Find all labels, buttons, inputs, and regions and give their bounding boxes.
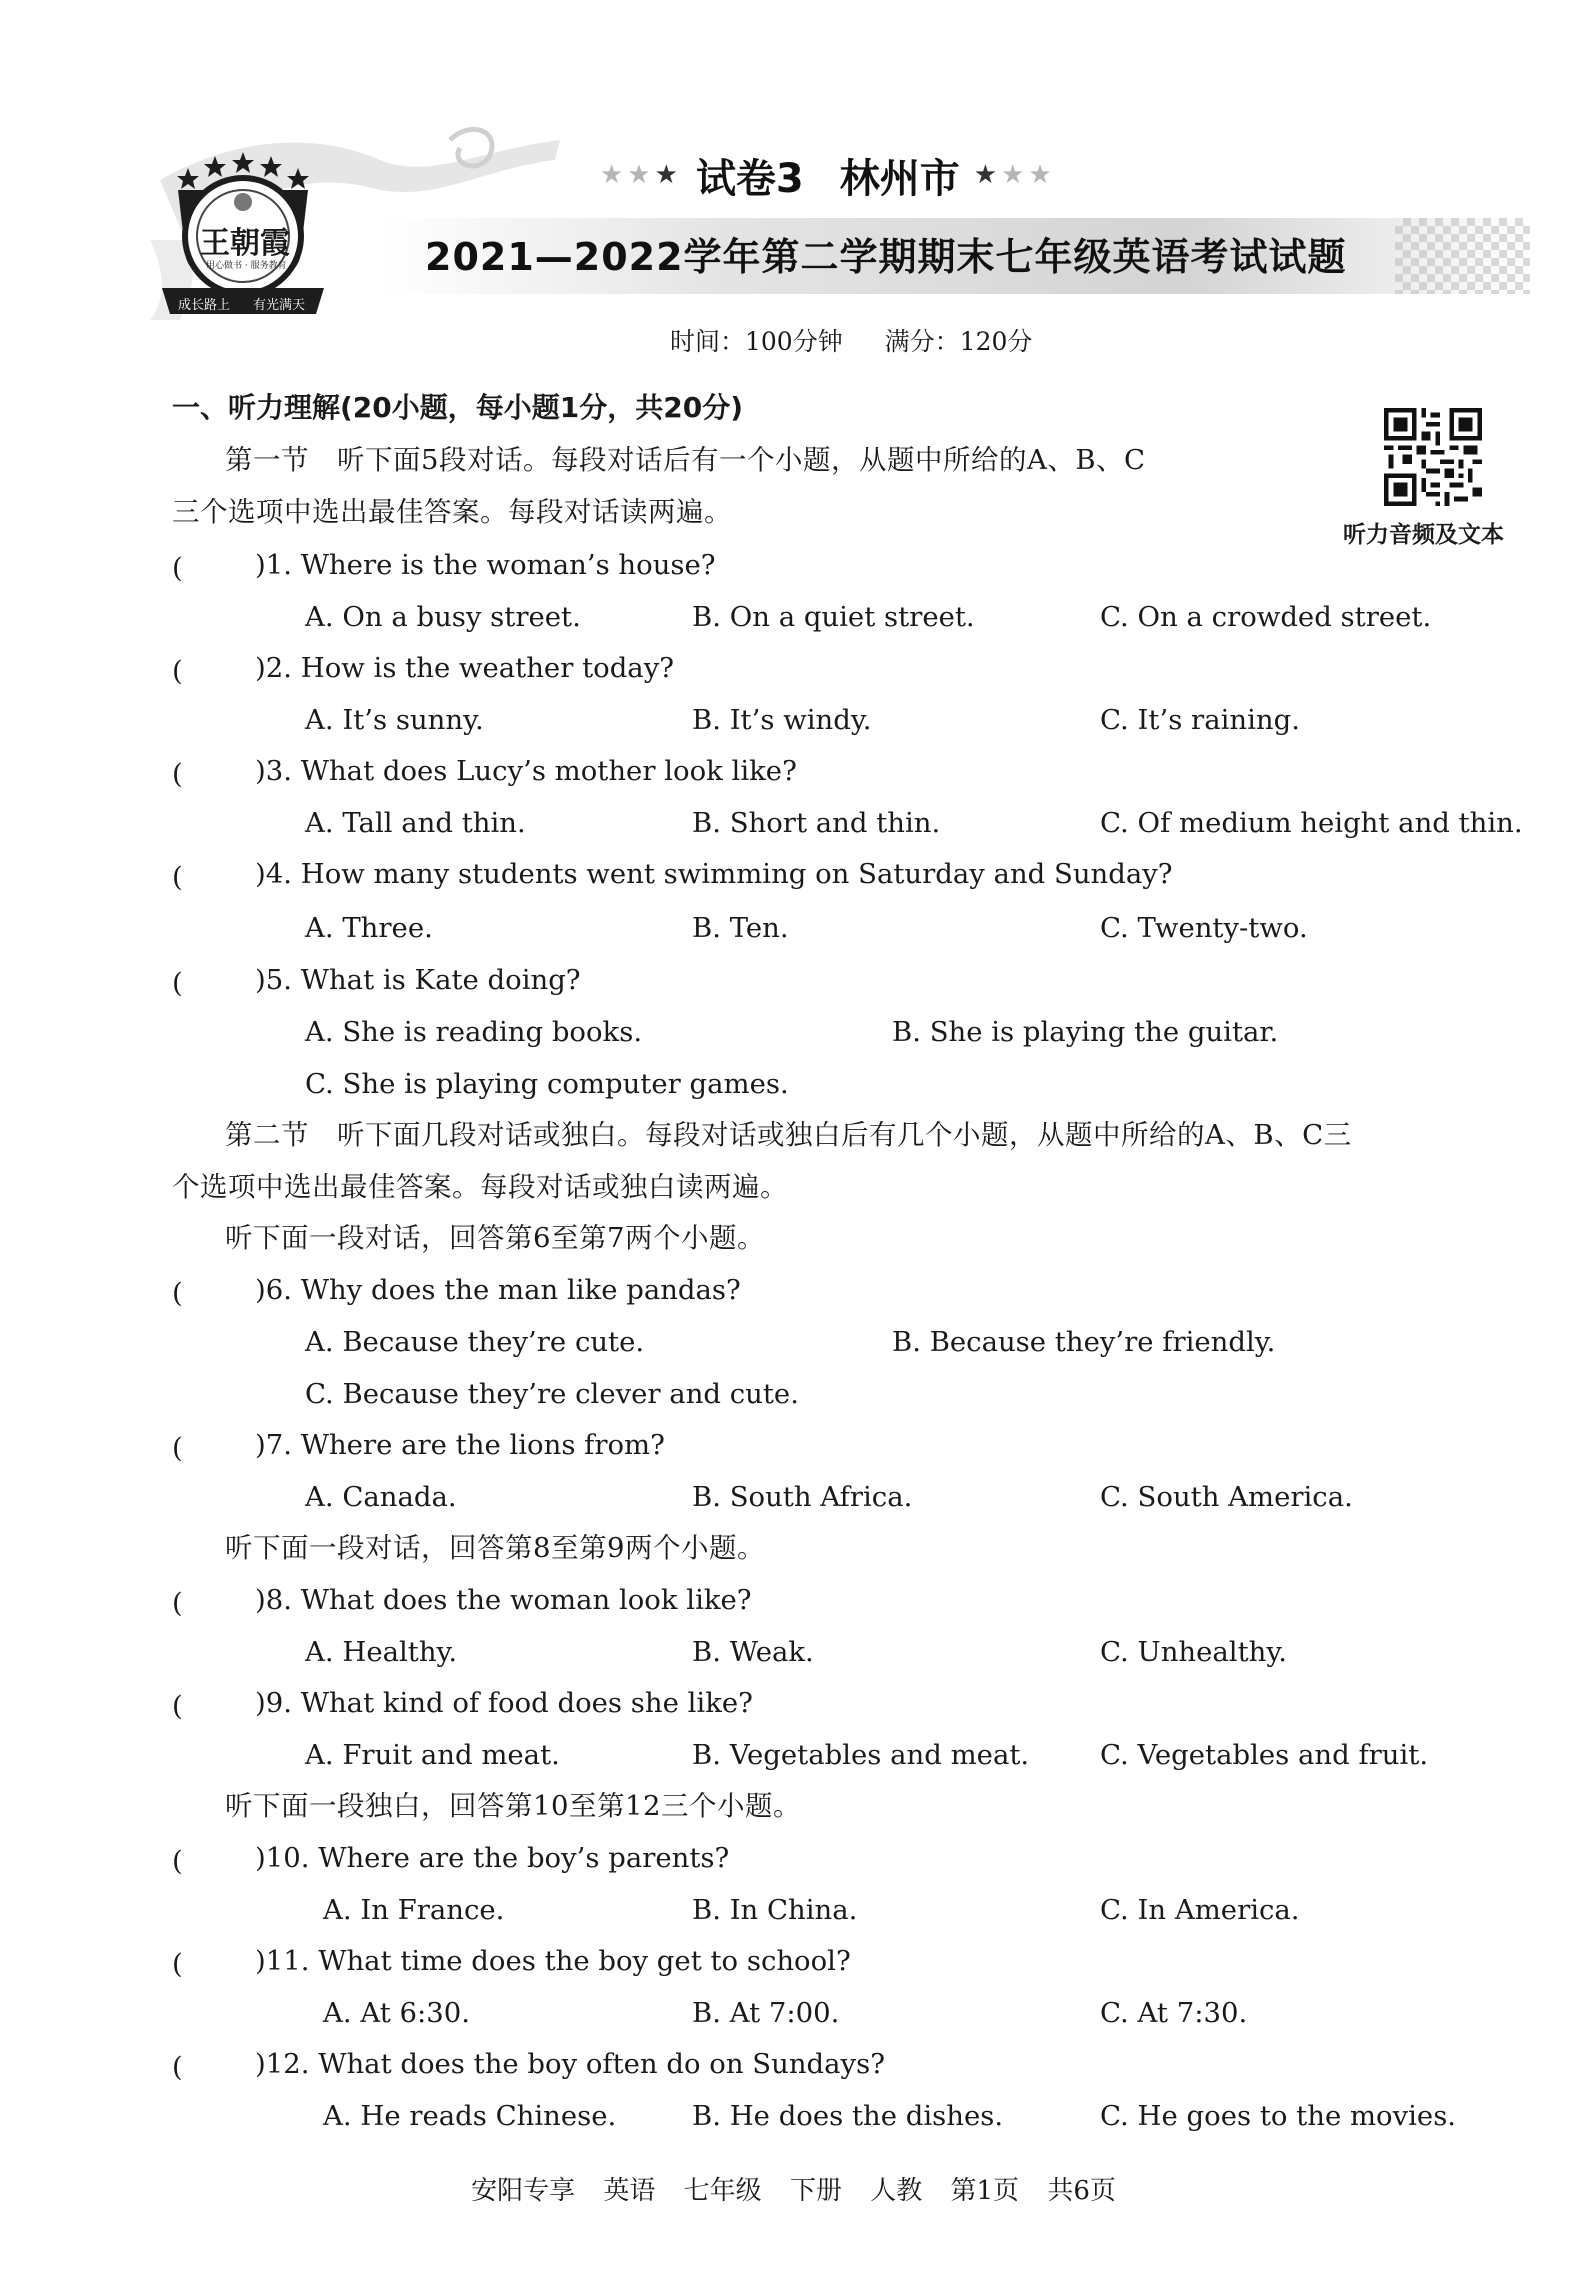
footer-term: 下册 xyxy=(789,2176,842,2206)
option-b: B. Short and thin. xyxy=(692,807,941,839)
option-b: B. Ten. xyxy=(692,912,789,944)
question-text: )1. Where is the woman’s house? xyxy=(255,549,716,581)
option-a: A. At 6:30. xyxy=(323,1997,471,2029)
part2-instructions-line1: 第二节 听下面几段对话或独白。每段对话或独白后有几个小题，从题中所给的A、B、C三 xyxy=(225,1119,1352,1151)
option-a: A. Three. xyxy=(305,912,433,944)
checker-decoration xyxy=(1395,218,1530,294)
answer-paren: ( xyxy=(172,861,183,893)
logo-slogan: 用心做书 · 服务教育 xyxy=(206,261,287,271)
option-b: B. Weak. xyxy=(692,1636,814,1668)
option-a: A. Because they’re cute. xyxy=(305,1326,645,1358)
star-icons-left: ★★★ xyxy=(600,160,682,190)
answer-paren: ( xyxy=(172,1690,183,1722)
part2-instructions-line2: 个选项中选出最佳答案。每段对话或独白读两遍。 xyxy=(172,1171,788,1203)
qr-code-icon xyxy=(1384,408,1482,506)
option-c: C. On a crowded street. xyxy=(1100,601,1432,633)
option-b: B. In China. xyxy=(692,1894,858,1926)
answer-paren: ( xyxy=(172,758,183,790)
option-c: C. South America. xyxy=(1100,1481,1353,1513)
option-c: C. In America. xyxy=(1100,1894,1300,1926)
publisher-logo xyxy=(158,138,328,318)
answer-paren: ( xyxy=(172,1845,183,1877)
footer-grade: 七年级 xyxy=(683,2176,762,2206)
option-a: A. In France. xyxy=(323,1894,505,1926)
dialogue-intro-6-7: 听下面一段对话，回答第6至第7两个小题。 xyxy=(225,1222,765,1254)
question-text: )4. How many students went swimming on Saturday and Sunday? xyxy=(255,858,1173,890)
answer-paren: ( xyxy=(172,967,183,999)
exam-meta xyxy=(670,322,1032,358)
question-text: )12. What does the boy often do on Sundays? xyxy=(255,2048,885,2080)
star-icons-right: ★★★ xyxy=(973,160,1056,190)
question-text: )3. What does Lucy’s mother look like? xyxy=(255,755,797,787)
question-text: )11. What time does the boy get to school? xyxy=(255,1945,851,1977)
exam-time: 时间：100分钟 xyxy=(670,327,843,356)
footer-region: 安阳专享 xyxy=(471,2176,576,2206)
part1-instructions-line1: 第一节 听下面5段对话。每段对话后有一个小题，从题中所给的A、B、C xyxy=(225,444,1146,476)
paper-title-row xyxy=(600,145,1056,205)
question-text: )2. How is the weather today? xyxy=(255,652,674,684)
option-c: C. At 7:30. xyxy=(1100,1997,1248,2029)
dialogue-intro-8-9: 听下面一段对话，回答第8至第9两个小题。 xyxy=(225,1532,765,1564)
option-a: A. Fruit and meat. xyxy=(305,1739,560,1771)
answer-paren: ( xyxy=(172,1277,183,1309)
exam-score: 满分：120分 xyxy=(884,327,1033,356)
question-text: )5. What is Kate doing? xyxy=(255,964,581,996)
logo-ribbon-left: 成长路上 xyxy=(178,298,231,313)
option-b: B. Because they’re friendly. xyxy=(892,1326,1276,1358)
footer-total: 共6页 xyxy=(1047,2176,1116,2206)
option-c: C. Because they’re clever and cute. xyxy=(305,1378,799,1410)
option-c: C. She is playing computer games. xyxy=(305,1068,789,1100)
option-c: C. He goes to the movies. xyxy=(1100,2100,1457,2132)
monologue-intro-10-12: 听下面一段独白，回答第10至第12三个小题。 xyxy=(225,1790,801,1822)
option-c: C. Vegetables and fruit. xyxy=(1100,1739,1429,1771)
option-b: B. Vegetables and meat. xyxy=(692,1739,1030,1771)
option-c: C. Of medium height and thin. xyxy=(1100,807,1523,839)
logo-ribbon-right: 有光满天 xyxy=(253,298,306,313)
option-b: B. South Africa. xyxy=(692,1481,913,1513)
option-a: A. He reads Chinese. xyxy=(323,2100,617,2132)
answer-paren: ( xyxy=(172,655,183,687)
option-b: B. He does the dishes. xyxy=(692,2100,1004,2132)
option-c: C. Twenty-two. xyxy=(1100,912,1308,944)
page-footer xyxy=(0,2170,1587,2207)
option-a: A. It’s sunny. xyxy=(305,704,484,736)
footer-page: 第1页 xyxy=(950,2176,1020,2206)
logo-name: 王朝霞 xyxy=(200,226,290,261)
option-a: A. She is reading books. xyxy=(305,1016,643,1048)
question-text: )8. What does the woman look like? xyxy=(255,1584,752,1616)
exam-title: 2021—2022学年第二学期期末七年级英语考试试题 xyxy=(425,235,1347,279)
question-text: )10. Where are the boy’s parents? xyxy=(255,1842,730,1874)
part1-instructions-line2: 三个选项中选出最佳答案。每段对话读两遍。 xyxy=(172,496,732,528)
footer-publisher: 人教 xyxy=(870,2176,923,2206)
footer-subject: 英语 xyxy=(603,2176,656,2206)
option-a: A. Canada. xyxy=(305,1481,457,1513)
question-text: )6. Why does the man like pandas? xyxy=(255,1274,741,1306)
option-b: B. She is playing the guitar. xyxy=(892,1016,1279,1048)
option-c: C. It’s raining. xyxy=(1100,704,1300,736)
question-text: )7. Where are the lions from? xyxy=(255,1429,665,1461)
answer-paren: ( xyxy=(172,1587,183,1619)
option-c: C. Unhealthy. xyxy=(1100,1636,1287,1668)
city-label: 林州市 xyxy=(839,155,960,202)
paper-label: 试卷3 xyxy=(695,155,804,202)
option-a: A. Healthy. xyxy=(305,1636,458,1668)
answer-paren: ( xyxy=(172,2051,183,2083)
section-heading: 一、听力理解(20小题，每小题1分，共20分) xyxy=(172,391,744,424)
option-a: A. Tall and thin. xyxy=(305,807,526,839)
qr-caption: 听力音频及文本 xyxy=(1343,522,1504,548)
answer-paren: ( xyxy=(172,1948,183,1980)
answer-paren: ( xyxy=(172,1432,183,1464)
answer-paren: ( xyxy=(172,552,183,584)
option-b: B. On a quiet street. xyxy=(692,601,975,633)
question-text: )9. What kind of food does she like? xyxy=(255,1687,753,1719)
option-b: B. It’s windy. xyxy=(692,704,872,736)
option-b: B. At 7:00. xyxy=(692,1997,840,2029)
option-a: A. On a busy street. xyxy=(305,601,581,633)
